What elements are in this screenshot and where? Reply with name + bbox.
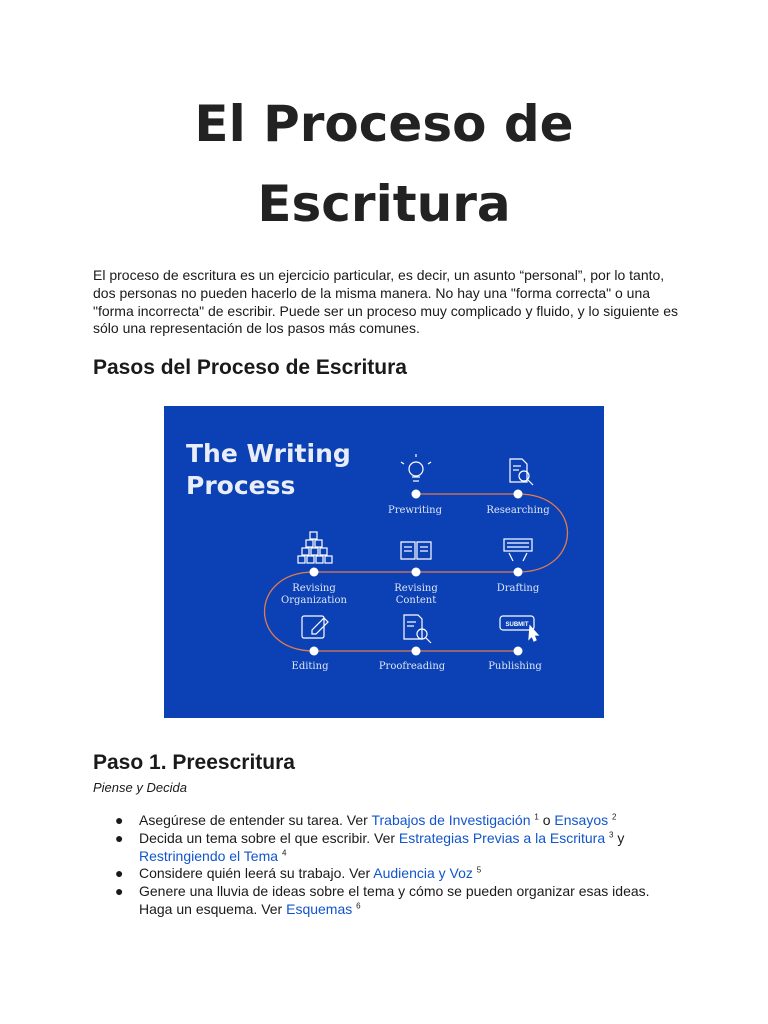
step-label-revising-organization-line-2: Organization — [281, 595, 347, 606]
footnote-ref[interactable]: 1 — [534, 812, 539, 822]
submit-icon — [500, 616, 538, 641]
step-label-revising-content — [371, 583, 461, 607]
step-label-revising-content-line-1: Revising — [394, 583, 438, 594]
link-audiencia-voz[interactable]: Audiencia y Voz — [373, 865, 473, 882]
step-label-drafting: Drafting — [496, 583, 540, 594]
footnote-ref[interactable]: 4 — [281, 847, 287, 857]
submit-icon-text: SUBMIT — [505, 622, 529, 628]
link-esquemas[interactable]: Esquemas — [286, 900, 353, 917]
dot-editing — [310, 647, 319, 656]
intro-paragraph: El proceso de escritura es un ejercicio particular, es decir, un asunto “personal”, por lo tanto, dos personas no pueden hacerlo de la misma manera. No hay una "forma correcta" o una "forma incorrecta" de escribir. Puede ser un proceso muy complicado y fluido, y lo siguiente es sólo una representación de los pasos más comunes. — [93, 267, 678, 337]
dot-drafting — [514, 568, 523, 577]
figure-title-line-1: The Writing — [186, 439, 351, 468]
list-item — [93, 883, 683, 919]
link-trabajos-investigacion[interactable]: Trabajos de Investigación — [371, 812, 531, 828]
page-title — [0, 84, 768, 244]
section-heading: Pasos del Proceso de Escritura — [93, 356, 407, 379]
step-label-prewriting: Prewriting — [387, 505, 443, 516]
dot-proofreading — [412, 647, 421, 656]
bullet: ● — [115, 865, 124, 882]
dot-prewriting — [412, 490, 421, 499]
list-item-text: Asegúrese de entender su tarea. Ver — [139, 812, 372, 828]
step1-heading: Paso 1. Preescritura — [93, 751, 295, 774]
link-ensayos[interactable]: Ensayos — [554, 812, 609, 828]
list-item-text: Genere una lluvia de ideas sobre el tema y cómo se pueden organizar esas ideas. Haga un esquema. Ver — [139, 883, 650, 917]
list-item-text: Considere quién leerá su trabajo. Ver — [139, 865, 374, 882]
dot-revising-content — [412, 568, 421, 577]
footnote-ref[interactable]: 6 — [356, 901, 361, 911]
link-estrategias-previas[interactable]: Estrategias Previas a la Escritura — [398, 829, 606, 846]
step-label-revising-organization — [269, 583, 359, 607]
list-item — [93, 812, 683, 830]
dot-publishing — [514, 647, 523, 656]
proofreading-icon — [404, 615, 431, 643]
edit-icon — [302, 616, 328, 638]
dot-researching — [514, 490, 523, 499]
document-search-icon — [510, 459, 533, 485]
step-label-proofreading: Proofreading — [378, 661, 446, 672]
bullet: ● — [115, 829, 124, 846]
book-icon — [401, 542, 431, 559]
link-restringiendo-tema[interactable]: Restringiendo el Tema — [139, 847, 279, 864]
step-label-researching: Researching — [486, 505, 550, 516]
keyboard-icon — [504, 539, 532, 561]
step-label-publishing: Publishing — [488, 661, 542, 672]
list-item-text: Decida un tema sobre el que escribir. Ver — [139, 829, 399, 846]
footnote-ref[interactable]: 5 — [476, 865, 482, 875]
footnote-ref[interactable]: 3 — [609, 830, 614, 840]
bullet: ● — [115, 812, 124, 828]
bullet: ● — [115, 883, 124, 900]
list-item-text: o — [538, 812, 555, 828]
step-label-revising-organization-line-1: Revising — [292, 583, 336, 594]
list-item-text: y — [613, 829, 625, 846]
page-title-line-1: El Proceso de — [194, 95, 574, 153]
footnote-ref[interactable]: 2 — [612, 812, 617, 822]
step1-subtitle: Piense y Decida — [93, 780, 187, 795]
blocks-icon — [298, 532, 332, 563]
figure-title-line-2: Process — [186, 471, 296, 500]
step-label-editing: Editing — [291, 661, 329, 672]
writing-process-figure — [164, 406, 604, 718]
page-title-line-2: Escritura — [257, 175, 511, 233]
step1-list — [93, 812, 683, 919]
dot-revising-organization — [310, 568, 319, 577]
list-item — [93, 830, 683, 866]
list-item — [93, 865, 683, 883]
lightbulb-icon — [401, 454, 431, 481]
step-label-revising-content-line-2: Content — [395, 595, 437, 606]
